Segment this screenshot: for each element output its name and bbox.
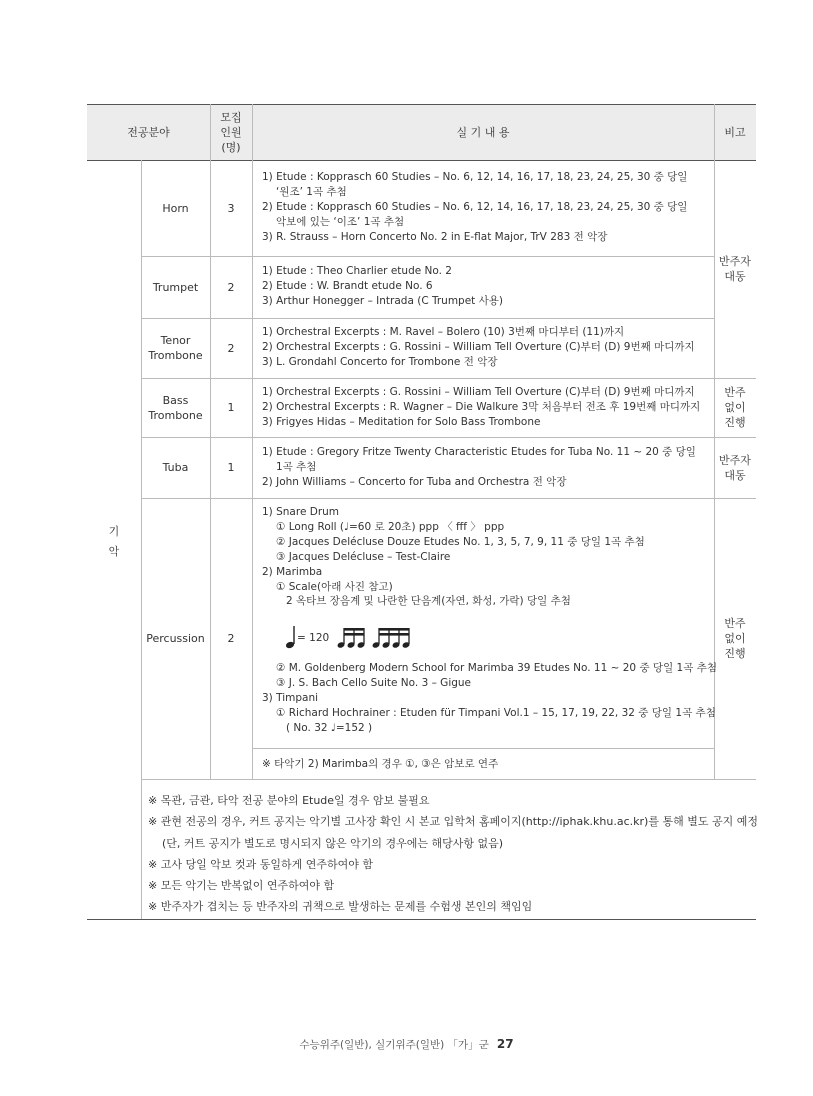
percussion-footnote-divider [252, 748, 714, 749]
remark-accompanist-required: 반주자 대동 [719, 255, 751, 283]
note-item: (단, 커트 공지가 별도로 명시되지 않은 악기의 경우에는 해당사항 없음) [162, 836, 504, 850]
header-quota: 모집 인원 (명) [220, 110, 242, 154]
content-trumpet: 1) Etude : Theo Charlier etude No. 2 2) Etude : W. Brandt etude No. 6 3) Arthur Honegger – Intrada (C Trumpet 사용) [262, 265, 504, 307]
footer-text: 수능위주(일반), 실기위주(일반) 「가」군 [299, 1039, 489, 1051]
quota-tuba: 1 [227, 461, 235, 474]
category-label: 기 악 [108, 525, 120, 558]
note-item: ※ 목관, 금관, 타악 전공 분야의 Etude일 경우 암보 불필요 [148, 794, 430, 807]
note-item: ※ 고사 당일 악보 컷과 동일하게 연주하여야 함 [148, 857, 373, 871]
note-item: ※ 모든 악기는 반복없이 연주하여야 함 [148, 879, 335, 893]
quota-tenor-trombone: 2 [227, 341, 235, 355]
quota-horn: 3 [227, 201, 235, 215]
row-divider-6 [141, 779, 756, 780]
instrument-trumpet: Trumpet [152, 280, 199, 294]
note-item: ※ 반주자가 겹치는 등 반주자의 귀책으로 발생하는 문제를 수험생 본인의 책임임 [148, 900, 533, 914]
remark-tuba: 반주자 대동 [719, 453, 751, 482]
instrument-bass-trombone: Bass Trombone [148, 393, 203, 422]
content-horn: 1) Etude : Kopprasch 60 Studies – No. 6, 12, 14, 16, 17, 18, 23, 24, 25, 30 중 당일 ‘원조’ 1곡 추첨 2) Etude : Kopprasch 60 Studies – No. 6, 12, 14, 16, 17, 18, 23, 24, 25, 30 중 당일 악보에 있는 ‘이조’ 1곡 추첨 3) R. Strauss – Horn Concerto No. 2 in E-flat Major, TrV 283 전 악장 [262, 171, 688, 243]
content-percussion-a: 1) Snare Drum ① Long Roll (♩=60 로 20초) ppp 〈 fff 〉 ppp ② Jacques Delécluse Douze Etudes No. 1, 3, 5, 7, 9, 11 중 당일 1곡 추첨 ③ Jacques Delécluse – Test-Claire 2) Marimba ① Scale(아래 사진 참고) 2 옥타브 장음계 및 나란한 단음계(자연, 화성, 가락) 당일 추첨 [262, 506, 645, 608]
col-divider-2 [252, 104, 253, 779]
remark-bass-trombone: 반주 없이 진행 [724, 386, 746, 429]
note-item: ※ 관현 전공의 경우, 커트 공지는 악기별 고사장 확인 시 본교 입학처 홈페이지(http://iphak.khu.ac.kr)를 통해 별도 공지 예정 [148, 815, 758, 829]
remark-percussion: 반주 없이 진행 [724, 617, 746, 660]
notes-section [148, 790, 758, 918]
quota-trumpet: 2 [227, 280, 235, 294]
instrument-percussion: Percussion [146, 632, 205, 645]
page-footer [0, 1037, 813, 1052]
content-bass-trombone: 1) Orchestral Excerpts : G. Rossini – William Tell Overture (C)부터 (D) 9번째 마디까지 2) Orchestral Excerpts : R. Wagner – Die Walkure 3막 처음부터 전조 후 19번째 마디까지 3) Frigyes Hidas – Meditation for Solo Bass Trombone [262, 386, 701, 428]
tempo-marking: = 120 [297, 632, 330, 644]
header-note: 비고 [724, 125, 746, 139]
table-bottom-border [87, 919, 756, 920]
instrument-tenor-trombone: Tenor Trombone [148, 334, 203, 362]
header-content: 실 기 내 용 [456, 125, 510, 139]
content-tenor-trombone: 1) Orchestral Excerpts : M. Ravel – Bolero (10) 3번째 마디부터 (11)까지 2) Orchestral Excerpts : G. Rossini – William Tell Overture (C)부터 (D) 9번째 마디까지 3) L. Grondahl Concerto for Trombone 전 악장 [262, 326, 695, 368]
percussion-footnote: ※ 타악기 2) Marimba의 경우 ①, ③은 암보로 연주 [262, 758, 499, 770]
quota-percussion: 2 [227, 632, 235, 645]
page-number: 27 [496, 1037, 514, 1051]
content-percussion-b: ② M. Goldenberg Modern School for Marimba 39 Etudes No. 11 ~ 20 중 당일 1곡 추첨 ③ J. S. Bach Cello Suite No. 3 – Gigue 3) Timpani ① Richard Hochrainer : Etuden für Timpani Vol.1 – 15, 17, 19, 22, 32 중 당일 1곡 추첨 ( No. 32 ♩=152 ) [262, 662, 717, 734]
content-tuba: 1) Etude : Gregory Fritze Twenty Characteristic Etudes for Tuba No. 11 ~ 20 중 당일 1곡 추첨 2) John Williams – Concerto for Tuba and Orchestra 전 악장 [262, 446, 696, 488]
quota-bass-trombone: 1 [227, 401, 235, 414]
header-field: 전공분야 [127, 125, 170, 139]
instrument-horn: Horn [162, 201, 189, 215]
instrument-tuba: Tuba [162, 461, 189, 474]
